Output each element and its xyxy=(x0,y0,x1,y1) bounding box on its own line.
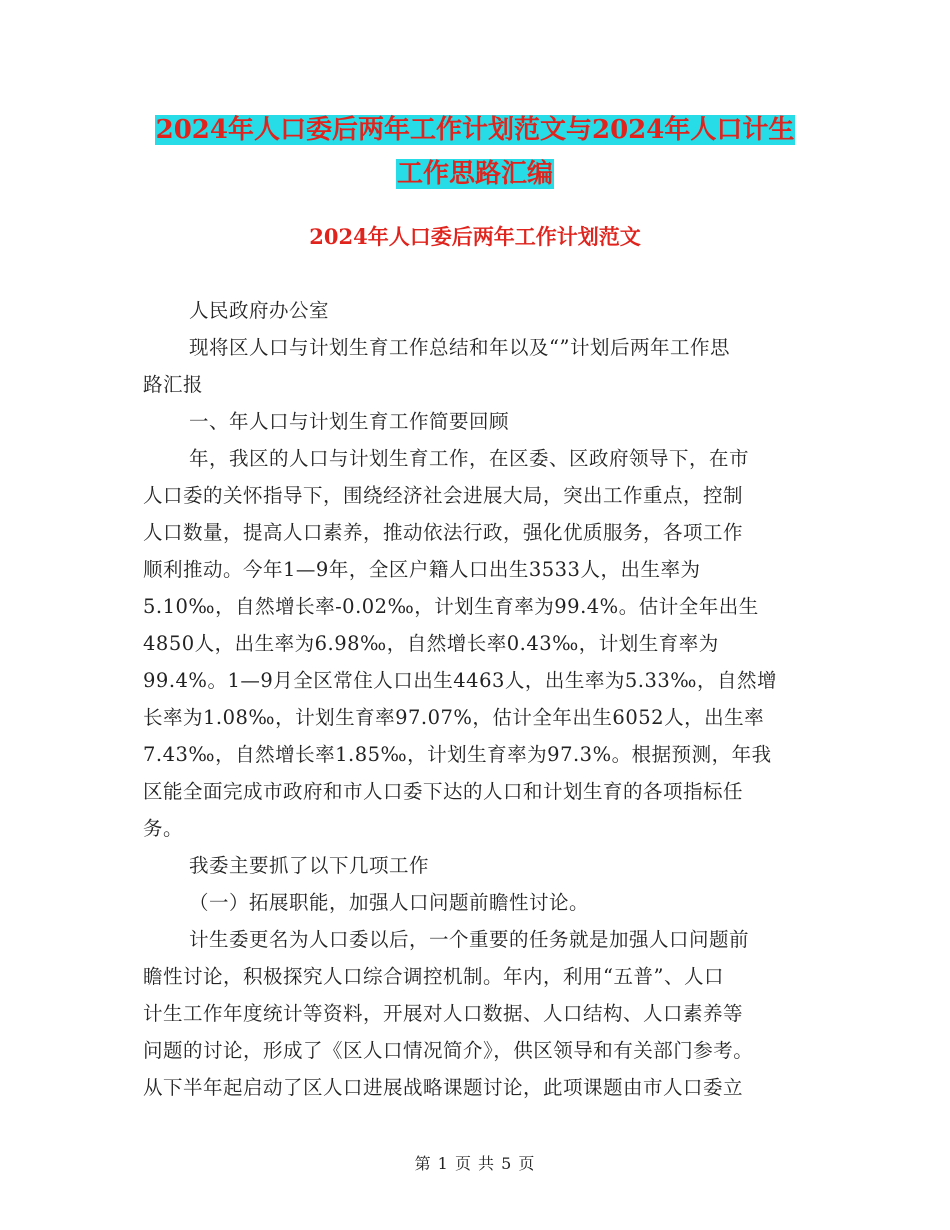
body-line: 从下半年起启动了区人口进展战略课题讨论，此项课题由市人口委立 xyxy=(143,1076,744,1099)
body-line: （一）拓展职能，加强人口问题前瞻性讨论。 xyxy=(189,891,590,914)
main-title-highlight-2: 工作思路汇编 xyxy=(396,159,553,189)
body-line: 5.10‰，自然增长率-0.02‰，计划生育率为99.4%。估计全年出生 xyxy=(143,595,759,618)
body-line: 99.4%。1—9月全区常住人口出生4463人，出生率为5.33‰，自然增 xyxy=(143,669,777,692)
body-line: 人口数量，提高人口素养，推动依法行政，强化优质服务，各项工作 xyxy=(143,521,744,544)
body-line: 计生工作年度统计等资料，开展对人口数据、人口结构、人口素养等 xyxy=(143,1002,744,1025)
body-line: 4850人，出生率为6.98‰，自然增长率0.43‰，计划生育率为 xyxy=(143,632,719,655)
main-title-highlight-1: 2024年人口委后两年工作计划范文与2024年人口计生 xyxy=(155,115,795,145)
section-title: 2024年人口委后两年工作计划范文 xyxy=(309,224,641,249)
body-line: 一、年人口与计划生育工作简要回顾 xyxy=(189,410,510,433)
page-footer: 第 1 页 共 5 页 xyxy=(414,1154,536,1173)
main-title-line-1 xyxy=(100,110,850,150)
body-line: 7.43‰，自然增长率1.85‰，计划生育率为97.3%。根据预测，年我 xyxy=(143,743,772,766)
body-line: 路汇报 xyxy=(143,373,204,396)
body-line: 顺利推动。今年1—9年，全区户籍人口出生3533人，出生率为 xyxy=(143,558,701,581)
body-line: 人口委的关怀指导下，围绕经济社会进展大局，突出工作重点，控制 xyxy=(143,484,744,507)
main-title-line-2 xyxy=(100,154,850,194)
body-line: 问题的讨论，形成了《区人口情况简介》，供区领导和有关部门参考。 xyxy=(143,1039,754,1062)
body-line: 长率为1.08‰，计划生育率97.07%，估计全年出生6052人，出生率 xyxy=(143,706,765,729)
body-line: 年，我区的人口与计划生育工作，在区委、区政府领导下，在市 xyxy=(189,447,750,470)
body-line: 人民政府办公室 xyxy=(189,299,330,322)
body-line: 我委主要抓了以下几项工作 xyxy=(189,854,430,877)
body-line: 区能全面完成市政府和市人口委下达的人口和计划生育的各项指标任 xyxy=(143,780,744,803)
body-line: 计生委更名为人口委以后，一个重要的任务就是加强人口问题前 xyxy=(189,928,750,951)
body-line: 现将区人口与计划生育工作总结和年以及“”计划后两年工作思 xyxy=(189,336,730,359)
document-body xyxy=(143,292,823,1106)
body-line: 瞻性讨论，积极探究人口综合调控机制。年内，利用“五普”、人口 xyxy=(143,965,724,988)
body-line: 务。 xyxy=(143,817,184,840)
